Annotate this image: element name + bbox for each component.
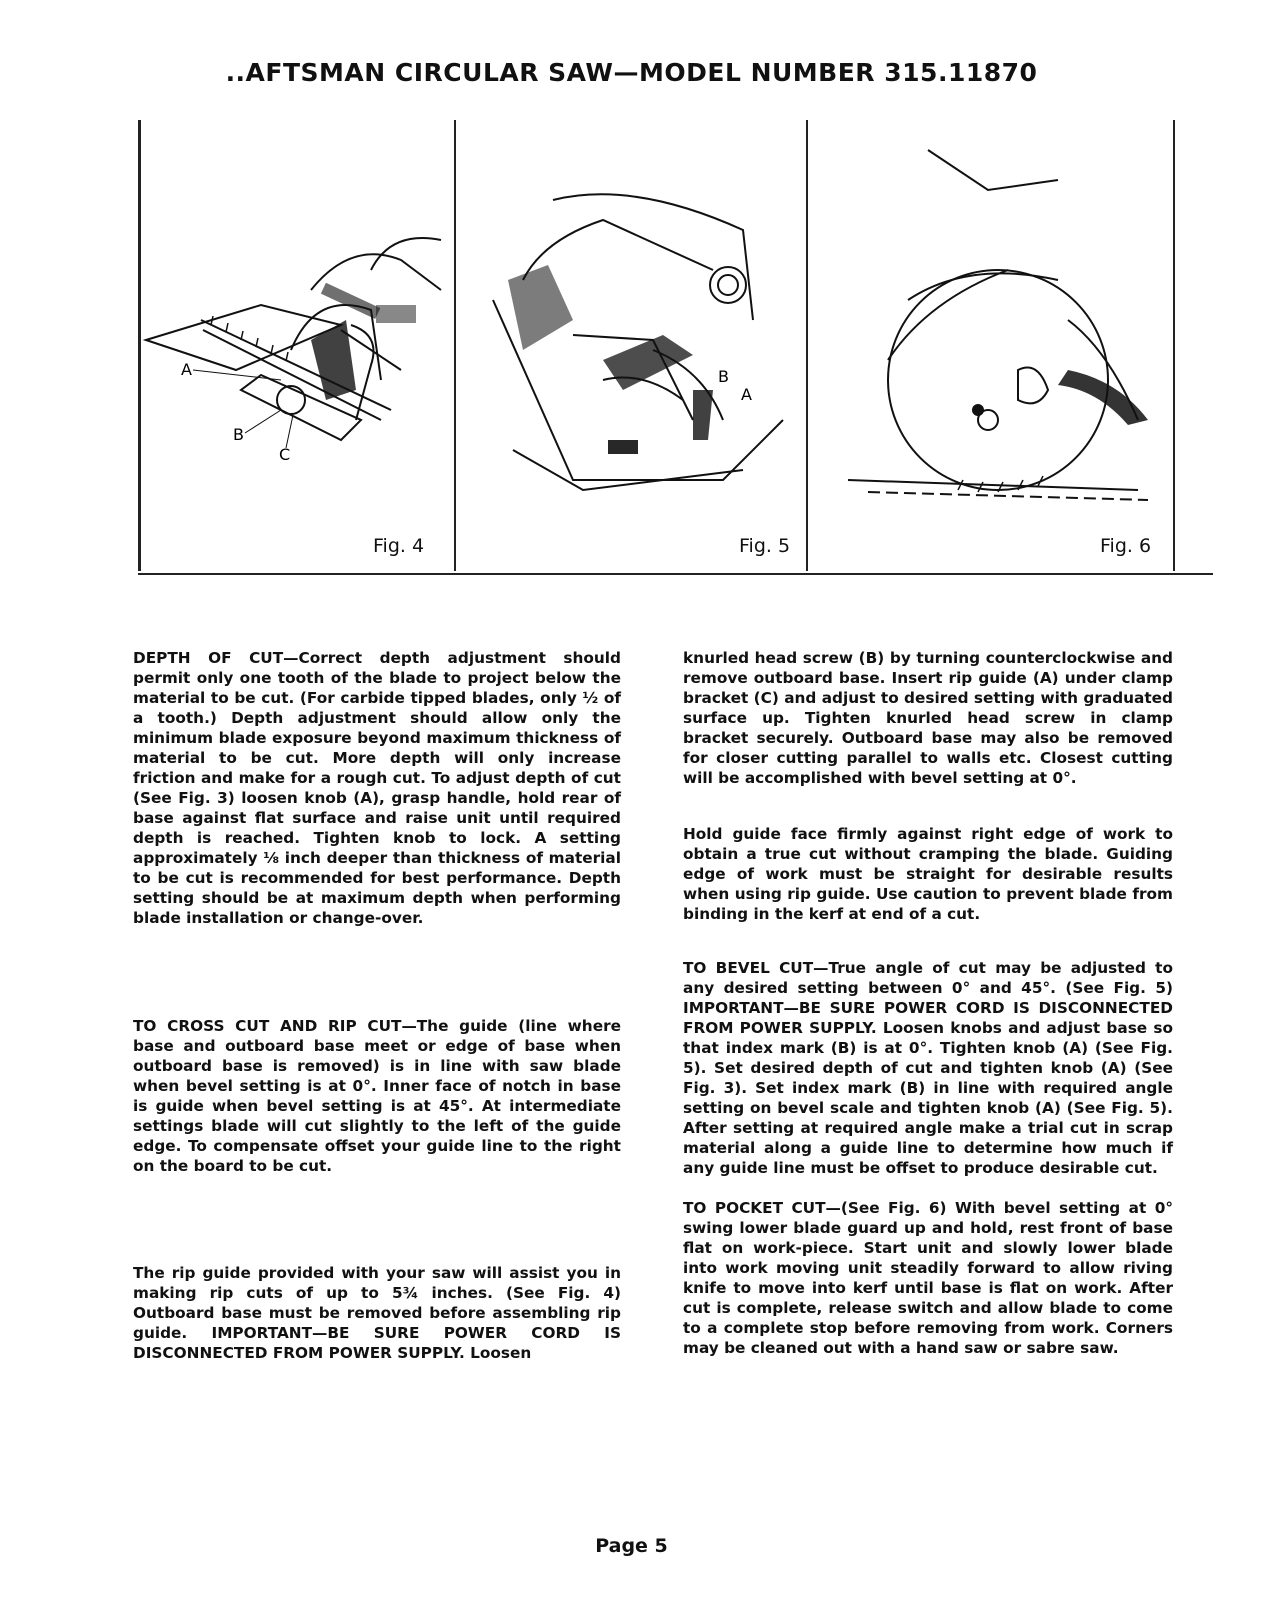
bevel-cut-heading: TO BEVEL CUT— [683,959,829,977]
left-column [133,648,621,1363]
depth-of-cut-paragraph [133,648,621,928]
cross-cut-text: The guide (line where base and outboard base meet or edge of base when outboard base is removed) is in line with saw blade when bevel setting is at 0°. Inner face of notch in base is guide when bevel setting is at 45°. At intermediate settings blade will cut slightly to the left of the guide edge. To compensate offset your guide line to the right on the board to be cut. [133,1017,621,1175]
fig-5-label: Fig. 5 [739,535,791,557]
fig-4-label: Fig. 4 [373,535,425,557]
page-title: ..AFTSMAN CIRCULAR SAW—MODEL NUMBER 315.11870 [225,58,1038,87]
hold-guide-paragraph: Hold guide face firmly against right edge of work to obtain a true cut without cramping the blade. Guiding edge of work must be straight for desirable results when using rip guide. Use caution to prevent blade from binding in the kerf at end of a cut. [683,825,1173,923]
figure-6 [808,120,1175,571]
depth-of-cut-text: Correct depth adjustment should permit only one tooth of the blade to project below the material to be cut. (For carbide tipped blades, only ½ of a tooth.) Depth adjustment should allow only the minimum blade exposure beyond maximum thickness of material to be cut. More depth will only increase friction and make for a rough cut. To adjust depth of cut (See Fig. 3) loosen knob (A), grasp handle, hold rear of base against flat surface and raise unit until required depth is reached. Tighten knob to lock. A setting approximately ⅛ inch deeper than thickness of material to be cut is recommended for best performance. Depth setting should be at maximum depth when performing blade installation or change-over. [133,649,621,927]
fig-4-callout-a: A [181,360,192,379]
figure-panel [138,120,1213,575]
fig-6-label: Fig. 6 [1100,535,1152,557]
pocket-cut-heading: TO POCKET CUT— [683,1199,841,1217]
fig-4-illustration [141,120,454,571]
figure-5 [453,120,808,571]
right-column [683,648,1173,1358]
fig-5-illustration [453,120,806,571]
figure-4 [138,120,456,571]
cross-cut-heading: TO CROSS CUT AND RIP CUT— [133,1017,417,1035]
fig-5-callout-b: B [718,367,729,386]
page-number: Page 5 [595,1535,668,1557]
pocket-cut-text: (See Fig. 6) With bevel setting at 0° swing lower blade guard up and hold, rest front of base flat on work-piece. Start unit and slowly lower blade into work moving unit steadily forward to allow riving knife to move into kerf until base is flat on work. After cut is complete, release switch and allow blade to come to a complete stop before removing from work. Corners may be cleaned out with a hand saw or sabre saw. [683,1199,1173,1357]
rip-guide-paragraph: The rip guide provided with your saw will assist you in making rip cuts of up to 5¾ inches. (See Fig. 4) Outboard base must be removed before assembling rip guide. IMPORTANT—BE SURE POWER CORD IS DISCONNECTED FROM POWER SUPPLY. Loosen [133,1264,621,1362]
fig-6-illustration [808,120,1173,571]
bevel-cut-text: True angle of cut may be adjusted to any desired setting between 0° and 45°. (See Fig. 5) IMPORTANT—BE SURE POWER CORD IS DISCONNECTED FROM POWER SUPPLY. Loosen knobs and adjust base so that index mark (B) is at 0°. Tighten knob (A) (See Fig. 5). Set desired depth of cut and tighten knob (A) (See Fig. 3). Set index mark (B) in line with required angle setting on bevel scale and tighten knob (A) (See Fig. 5). After setting at required angle make a trial cut in scrap material along a guide line to determine how much if any guide line must be offset to produce desirable cut. [683,959,1173,1177]
fig-5-callout-a: A [741,385,752,404]
cross-cut-paragraph [133,1016,621,1176]
outboard-base-paragraph: knurled head screw (B) by turning counterclockwise and remove outboard base. Insert rip guide (A) under clamp bracket (C) and adjust to desired setting with graduated surface up. Tighten knurled head screw in clamp bracket securely. Outboard base may also be removed for closer cutting parallel to walls etc. Closest cutting will be accomplished with bevel setting at 0°. [683,649,1173,787]
fig-4-callout-c: C [279,445,291,464]
bevel-cut-paragraph [683,958,1173,1178]
depth-of-cut-heading: DEPTH OF CUT— [133,649,299,667]
fig-4-callout-b: B [233,425,244,444]
pocket-cut-paragraph [683,1198,1173,1358]
